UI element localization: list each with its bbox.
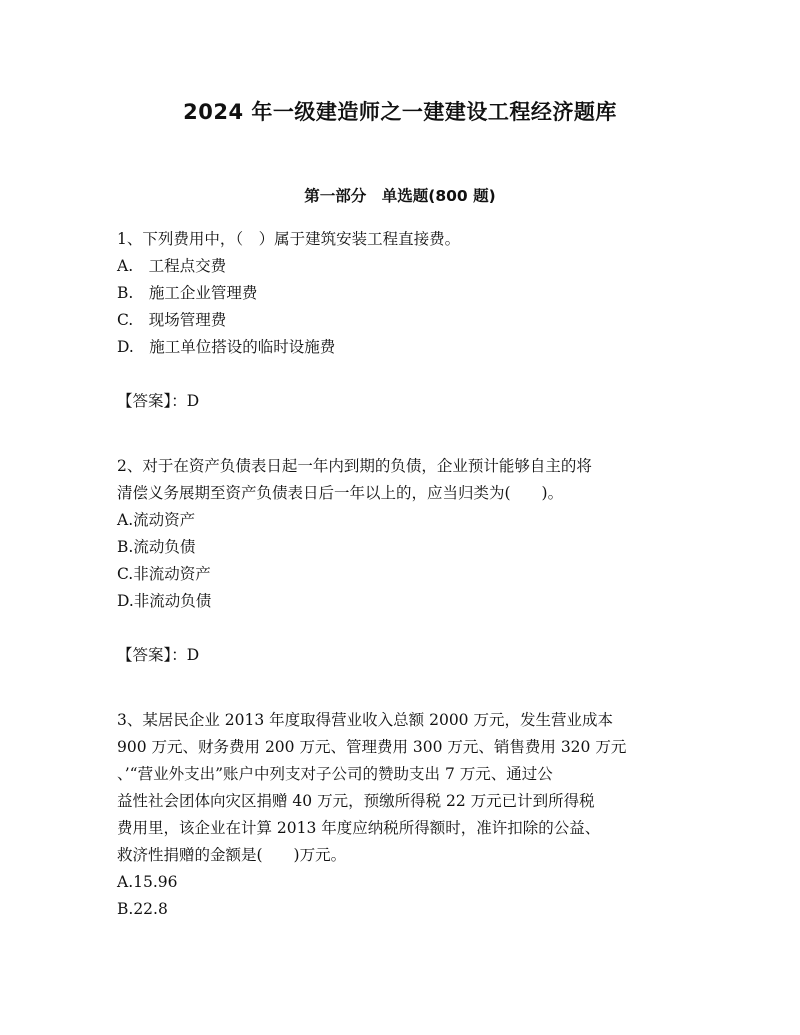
option-c: C. 现场管理费	[117, 311, 227, 329]
answer-line: 【答案】：D	[117, 392, 200, 410]
question-stem-line: 清偿义务展期至资产负债表日后一年以上的，应当归类为( )。	[117, 484, 564, 502]
question-3	[117, 707, 687, 923]
question-stem-line: 、’“营业外支出”账户中列支对子公司的赞助支出 7 万元、通过公	[117, 765, 553, 783]
question-stem-line: 3、某居民企业 2013 年度取得营业收入总额 2000 万元，发生营业成本	[117, 711, 613, 729]
question-stem-line: 救济性捐赠的金额是( )万元。	[117, 846, 347, 864]
option-d: D.非流动负债	[117, 592, 212, 610]
question-stem-line: 益性社会团体向灾区捐赠 40 万元，预缴所得税 22 万元已计到所得税	[117, 792, 595, 810]
option-d: D. 施工单位搭设的临时设施费	[117, 338, 336, 356]
question-stem-line: 费用里，该企业在计算 2013 年度应纳税所得额时，准许扣除的公益、	[117, 819, 601, 837]
answer-line: 【答案】：D	[117, 646, 200, 664]
question-1	[117, 226, 687, 415]
option-c: C.非流动资产	[117, 565, 211, 583]
question-stem-line: 900 万元、财务费用 200 万元、管理费用 300 万元、销售费用 320 万元	[117, 738, 627, 756]
option-b: B.流动负债	[117, 538, 196, 556]
option-a: A.15.96	[117, 873, 178, 891]
option-b: B. 施工企业管理费	[117, 284, 258, 302]
question-stem-line: 2、对于在资产负债表日起一年内到期的负债，企业预计能够自主的将	[117, 457, 592, 475]
option-b: B.22.8	[117, 900, 168, 918]
document-title: 2024 年一级建造师之一建建设工程经济题库	[183, 100, 617, 124]
question-list	[117, 226, 687, 923]
option-a: A. 工程点交费	[117, 257, 227, 275]
option-a: A.流动资产	[117, 511, 196, 529]
question-2	[117, 453, 687, 669]
section-heading: 第一部分 单选题(800 题)	[304, 187, 496, 205]
question-stem-line: 1、下列费用中，（ ）属于建筑安装工程直接费。	[117, 230, 461, 248]
